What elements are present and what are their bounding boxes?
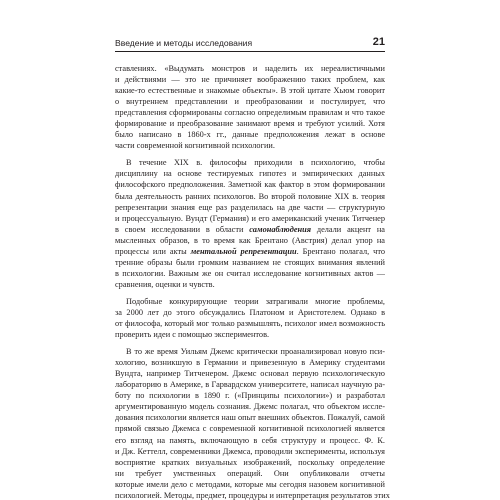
text-line bbox=[115, 357, 385, 368]
text-line bbox=[115, 246, 385, 257]
text-line bbox=[115, 412, 385, 423]
text-line bbox=[115, 191, 385, 202]
text-line bbox=[115, 346, 385, 357]
text-run: проверить идеи с помощью экспериментов. bbox=[115, 330, 270, 340]
page-number: 21 bbox=[372, 36, 385, 48]
text-run: ставлениях. «Выдумать монстров и наделить их нереалистичными bbox=[115, 64, 385, 73]
text-run: процессы или акты bbox=[115, 246, 191, 256]
text-run: философского предположения. Заметной как фактор в этом формировании bbox=[115, 180, 385, 190]
text-line bbox=[115, 129, 385, 140]
text-run: психологией. Методы, предмет, процедуры и интерпретация результатов этих bbox=[115, 490, 390, 500]
text-run: В то же время Уильям Джемс критически проанализировал новую пси- bbox=[126, 347, 385, 357]
text-line bbox=[115, 296, 385, 307]
text-line bbox=[115, 96, 385, 107]
text-run: восприятие кратких визуальных изображений, поскольку определение bbox=[115, 457, 385, 467]
text-run: дования психологии является наш опыт внешних объектов. Пожалуй, самой bbox=[115, 413, 385, 423]
text-line bbox=[115, 202, 385, 213]
text-run: дисциплину на основе тестируемых гипотез и эмпирических данных bbox=[115, 169, 385, 179]
text-line bbox=[115, 457, 385, 468]
text-line bbox=[115, 479, 385, 490]
text-run: части современной когнитивной психологии. bbox=[115, 141, 275, 151]
text-run: В течение XIX в. философы приходили в психологию, чтобы bbox=[126, 158, 385, 168]
text-line bbox=[115, 63, 385, 74]
text-run: и Дж. Кеттелл, современники Джемса, проводили эксперименты, используя bbox=[115, 446, 385, 456]
text-run: в психологии. Важным же он считал исследование когнитивных актов — bbox=[115, 268, 385, 278]
text-line bbox=[115, 390, 385, 401]
text-line bbox=[115, 257, 385, 268]
text-run: была деятельность ранних психологов. Во второй половине XIX в. теория bbox=[115, 191, 385, 201]
text-run: какие-то естественные и знакомые объекты». В этой цитате Хьюм говорит bbox=[115, 86, 385, 96]
running-header bbox=[115, 37, 385, 51]
paragraph bbox=[115, 63, 385, 151]
text-run: прямой связью Джемса с современной когнитивной психологией является bbox=[115, 424, 385, 434]
text-line bbox=[115, 268, 385, 279]
text-line bbox=[115, 435, 385, 446]
paragraph bbox=[115, 296, 385, 340]
text-line bbox=[115, 224, 385, 235]
text-run: репрезентации знания еще раз разделилась на две части — структурную bbox=[115, 202, 385, 212]
text-line bbox=[115, 329, 385, 340]
text-run: о внутреннем представлении и преобразовании и постулирует, что bbox=[115, 97, 385, 107]
page-body bbox=[115, 63, 390, 500]
header-rule bbox=[115, 51, 385, 52]
text-run: от философа, который мог только размышлять, психолог имел возможность bbox=[115, 319, 385, 329]
text-run: боту по психологии в 1890 г. («Принципы психологии») и разработал bbox=[115, 391, 385, 401]
text-line bbox=[115, 307, 385, 318]
text-line bbox=[115, 85, 385, 96]
text-run: его взгляд на память, включающую в себя структуру и процесс. Ф. К. bbox=[115, 435, 385, 445]
text-run: и процессуальную. Вундт (Германия) и его американский ученик Титченер bbox=[115, 213, 385, 223]
text-run: ни требует умственных операций. Они опубликовали отчеты bbox=[115, 468, 385, 478]
text-run: делали акцент на bbox=[316, 224, 385, 234]
text-line bbox=[115, 168, 385, 179]
text-run: которые имели дело с методами, которые мы сегодня назовем когнитивной bbox=[115, 479, 385, 489]
text-run: . Брентано полагал, что bbox=[296, 246, 385, 256]
text-line bbox=[115, 118, 385, 129]
text-line bbox=[115, 468, 385, 479]
text-line bbox=[115, 213, 385, 224]
text-line bbox=[115, 279, 385, 290]
text-run: сравнения, оценки и чувств. bbox=[115, 279, 215, 289]
text-run: было написано в 1860-х гг., данные предположения лежат в основе bbox=[115, 130, 385, 140]
chapter-title: Введение и методы исследования bbox=[115, 38, 253, 48]
text-run: Подобные конкурирующие теории затрагивали многие проблемы, bbox=[126, 296, 385, 306]
text-line bbox=[115, 446, 385, 457]
text-run: представления сформированы согласно определимым правилам и что такое bbox=[115, 108, 385, 118]
text-line bbox=[115, 140, 385, 151]
text-run: формирование и преобразование занимают время и требуют усилий. Хотя bbox=[115, 119, 385, 129]
text-run: тренние образы были громким названием не стоящих внимания явлений bbox=[115, 257, 385, 267]
text-line bbox=[115, 74, 385, 85]
text-line bbox=[115, 379, 385, 390]
text-line bbox=[115, 490, 390, 500]
text-line bbox=[115, 179, 385, 190]
text-run: Вундта, например Титченером. Джемс основал первую психологическую bbox=[115, 369, 385, 379]
text-line bbox=[115, 318, 385, 329]
text-run: мысленных образов, в то время как Брентано (Австрия) делал упор на bbox=[115, 235, 385, 245]
text-line bbox=[115, 401, 385, 412]
text-run: лабораторию в Америке, в Гарвардском университете, написал научную ра- bbox=[115, 380, 385, 390]
paragraph bbox=[115, 346, 390, 500]
text-run: хологию, возникшую в Германии и привезенную в Америку студентами bbox=[115, 358, 385, 368]
text-line bbox=[115, 235, 385, 246]
text-run: аргументированную модель сознания. Джемс полагал, что объектом иссле- bbox=[115, 402, 385, 412]
text-run: в своем исследовании в области bbox=[115, 224, 250, 234]
text-run: за 2000 лет до этого обсуждались Платоном и Аристотелем. Однако в bbox=[115, 307, 385, 317]
text-line bbox=[115, 423, 385, 434]
text-line bbox=[115, 107, 385, 118]
emphasized-term: самонаблюдения bbox=[249, 224, 312, 234]
text-run: и действиями — это не причиняет воображению таких проблем, как bbox=[115, 75, 385, 85]
text-line bbox=[115, 368, 385, 379]
emphasized-term: ментальной репрезентации bbox=[190, 246, 297, 256]
paragraph bbox=[115, 157, 385, 290]
text-line bbox=[115, 157, 385, 168]
